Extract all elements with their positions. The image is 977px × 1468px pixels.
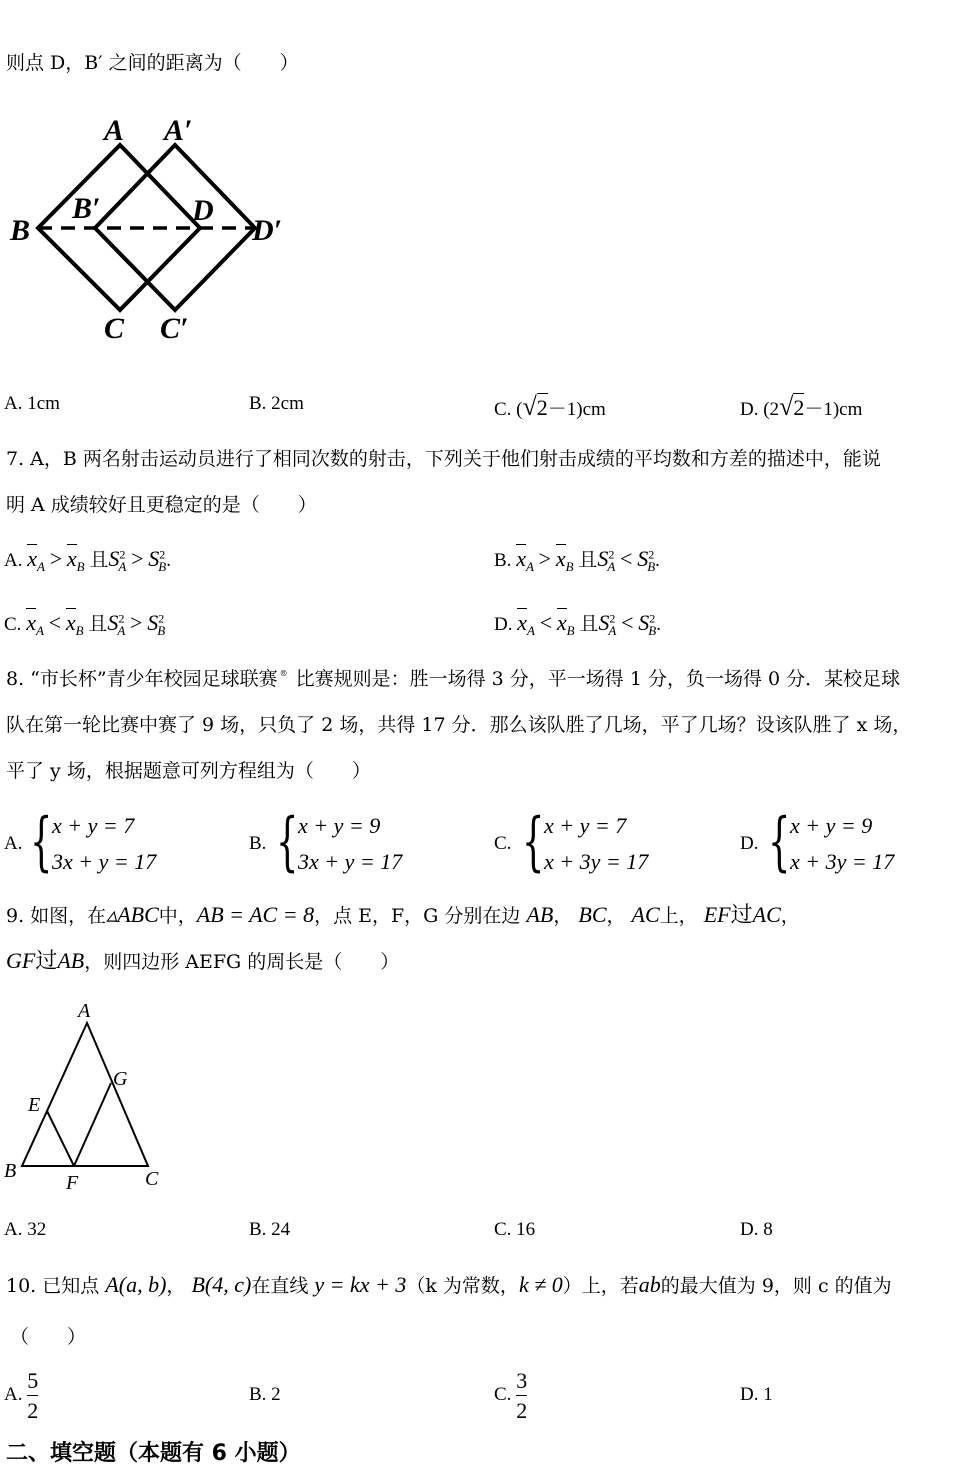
label-A: A [78,1000,91,1022]
seg-ef: EF [703,902,731,927]
variance-s: S [107,610,119,635]
q9-stem-line1: 9. 如图，在▵ABC中，AB = AC = 8，点 E，F，G 分别在边 AB， BC， AC上， EF过AC， [6,902,800,927]
q8-line1-part1: 8. “市长杯”青少年校园足球联赛 [6,668,278,690]
and-word: 且 [89,550,109,571]
mean-x: x [555,546,566,571]
left-brace-icon: { [276,805,299,879]
sub: B [158,558,167,574]
denominator: 2 [516,1398,528,1424]
q6-d-suffix: －1)cm [804,399,863,420]
left-brace-icon: { [522,805,545,879]
seg-ac: AC [631,902,660,927]
q6-option-d[interactable] [740,394,862,420]
label-A-prime: A′ [164,114,193,147]
q9-text: ，则四边形 AEFG 的周长是（ ） [84,951,400,973]
q9-figure [0,995,200,1195]
seg-bc: BC [578,902,607,927]
line-equation: y = kx + 3 [314,1272,407,1297]
fraction-bar [27,1395,38,1396]
q10-option-b[interactable]: B. 2 [249,1384,281,1405]
q8-option-d-label[interactable]: D. [740,833,759,854]
variance-s: S [598,610,610,635]
mean-x: x [516,546,526,571]
equation-2: x + 3y = 17 [544,849,649,874]
product-ab: ab [638,1272,661,1297]
sub: A [117,622,126,638]
q8-option-a-system[interactable] [52,808,156,880]
sub: B [75,622,84,638]
q9-option-b[interactable]: B. 24 [249,1219,291,1240]
section-heading: 二、填空题（本题有 6 小题） [6,1441,301,1466]
triangle-abc-shape [22,1023,148,1166]
q7-stem-line1: 7. A，B 两名射击运动员进行了相同次数的射击，下列关于他们射击成绩的平均数和方差的描述中，能说 [6,448,881,470]
op: < [539,610,553,635]
note-mark: ® [279,669,288,678]
q8-option-b-label[interactable]: B. [249,833,267,854]
q6-d-prefix: D. (2 [740,399,780,420]
q8-stem-line3: 平了 y 场，根据题意可列方程组为（ ） [6,760,371,782]
dot: . [655,550,660,571]
q8-stem-line2: 队在第一轮比赛中赛了 9 场，只负了 2 场，共得 17 分．那么该队胜了几场，平了几场？设该队胜了 x 场， [6,714,912,736]
equation-1: x + y = 9 [790,813,873,838]
seg-ab: AB [57,948,85,973]
q10-option-c[interactable] [494,1368,527,1424]
label-B: B [4,1160,17,1182]
q6-stem-tail: 则点 D，B′ 之间的距离为（ ） [6,52,299,74]
option-label: A. [4,550,23,571]
q9-stem-line2 [6,950,399,972]
q10-text: 在直线 [251,1275,309,1297]
fraction-bar [516,1395,527,1396]
op: > [130,610,143,635]
q7-stem-line2: 明 A 成绩较好且更稳定的是（ ） [6,494,317,516]
sub: B [157,622,166,638]
option-label: B. [494,550,512,571]
left-brace-icon: { [30,805,53,879]
q10-text: 的最大值为 9，则 c 的值为 [660,1275,892,1297]
q10-stem-line2: （ ） [10,1326,87,1348]
and-word: 且 [578,550,598,571]
q10-text: ）上，若 [562,1275,639,1297]
op: < [620,546,633,571]
label-G: G [113,1068,128,1090]
equation-2: 3x + y = 17 [52,849,157,874]
q7-option-a[interactable] [4,548,171,573]
q6-option-a[interactable]: A. 1cm [4,393,60,414]
dot: . [166,550,171,571]
sup: 2 [159,547,166,562]
q8-option-d-system[interactable] [790,808,894,880]
and-word: 且 [579,614,599,635]
sup: 2 [648,547,655,562]
sup: 2 [158,611,165,626]
op: < [48,610,62,635]
sup: 2 [649,611,656,626]
q6-option-b[interactable]: B. 2cm [249,393,304,414]
sub: A [608,622,617,638]
sub: B [566,622,575,638]
q8-option-b-system[interactable] [298,808,402,880]
ab-ac-eq: AB = AC = 8 [196,902,315,927]
label-D-prime: D′ [252,214,283,247]
q10-stem-line1: 10. 已知点 A(a, b)， B(4, c)在直线 y = kx + 3（k 为常数，k ≠ 0）上，若ab的最大值为 9，则 c 的值为 [6,1272,892,1297]
q6-c-suffix: －1)cm [547,399,606,420]
sub: A [35,622,44,638]
dot: . [656,614,661,635]
seg-ac: AC [752,902,781,927]
variance-s: S [637,546,649,571]
op: > [538,546,552,571]
label-C: C [145,1168,159,1190]
sub: B [565,558,574,574]
fraction [516,1368,527,1424]
option-label: C. [494,1384,512,1406]
guo: 过 [730,902,753,927]
option-label: A. [4,1384,23,1406]
q9-option-a[interactable]: A. 32 [4,1219,47,1240]
label-F: F [66,1172,79,1194]
q10-text: 10. 已知点 [6,1275,100,1297]
q9-text: 上， [659,905,698,927]
q8-stem-line1 [6,670,900,689]
equation-2: x + 3y = 17 [790,849,895,874]
label-B-prime: B′ [72,192,101,225]
q6-d-radicand: 2 [793,395,805,420]
q7-option-d[interactable] [494,612,661,637]
option-label: C. [4,614,22,635]
sup: 2 [608,547,615,562]
q8-line1-part2: 比赛规则是：胜一场得 3 分，平一场得 1 分，负一场得 0 分．某校足球 [295,668,901,690]
mean-x: x [66,546,77,571]
sup: 2 [119,547,126,562]
mean-x: x [26,610,36,635]
numerator: 3 [516,1368,528,1393]
sub: B [647,558,656,574]
label-C-prime: C′ [160,312,189,345]
sup: 2 [118,611,125,626]
equation-2: 3x + y = 17 [298,849,403,874]
sup: 2 [609,611,616,626]
numerator: 5 [27,1368,39,1393]
q9-option-c[interactable]: C. 16 [494,1219,536,1240]
q10-text: （k 为常数， [406,1275,519,1297]
triangle-abc: ▵ABC [106,902,159,927]
guo: 过 [35,948,58,973]
point-a: A(a, b) [105,1272,167,1297]
q6-c-radicand: 2 [536,395,548,420]
option-label: D. [494,614,513,635]
fraction [27,1368,38,1424]
variance-s: S [148,546,160,571]
q6-option-c[interactable] [494,394,606,420]
mean-x: x [65,610,76,635]
q8-option-c-system[interactable] [544,808,648,880]
q7-option-b[interactable] [494,548,660,573]
q10-option-a[interactable] [4,1368,38,1424]
label-B: B [10,214,31,247]
label-D: D [192,194,214,227]
sub: A [527,622,535,638]
segment-ef [47,1111,74,1166]
op: > [49,546,63,571]
q9-option-d[interactable]: D. 8 [740,1219,773,1240]
sqrt-sign: √ [522,392,537,421]
variance-s: S [147,610,159,635]
seg-gf: GF [6,948,36,973]
segment-fg [74,1083,111,1166]
q9-text: 9. 如图，在 [6,905,107,927]
sub: B [76,558,85,574]
equation-1: x + y = 9 [298,813,381,838]
label-A: A [104,114,125,147]
variance-s: S [108,546,120,571]
mean-x: x [517,610,527,635]
equation-1: x + y = 7 [544,813,627,838]
k-condition: k ≠ 0 [518,1272,563,1297]
q8-option-c-label[interactable]: C. [494,833,512,854]
and-word: 且 [88,614,108,635]
denominator: 2 [27,1398,39,1424]
label-E: E [28,1094,41,1116]
q8-option-a-label[interactable]: A. [4,833,23,854]
equation-1: x + y = 7 [52,813,135,838]
sub: A [37,558,45,574]
q9-text: ，点 E，F，G 分别在边 [314,905,521,927]
mean-x: x [556,610,567,635]
point-b: B(4, c) [191,1272,252,1297]
sub: A [607,558,616,574]
variance-s: S [597,546,609,571]
q7-option-c[interactable] [4,612,165,637]
op: < [621,610,634,635]
label-C: C [104,312,125,345]
seg-ab: AB [526,902,554,927]
q10-option-d[interactable]: D. 1 [740,1384,773,1405]
q9-text: 中， [158,905,197,927]
sub: A [525,558,534,574]
op: > [131,546,144,571]
mean-x: x [27,546,37,571]
sqrt-sign: √ [779,392,794,421]
variance-s: S [638,610,650,635]
sub: A [118,558,127,574]
q6-figure [0,100,310,360]
left-brace-icon: { [768,805,791,879]
sub: B [648,622,657,638]
q6-c-prefix: C. ( [494,399,523,420]
